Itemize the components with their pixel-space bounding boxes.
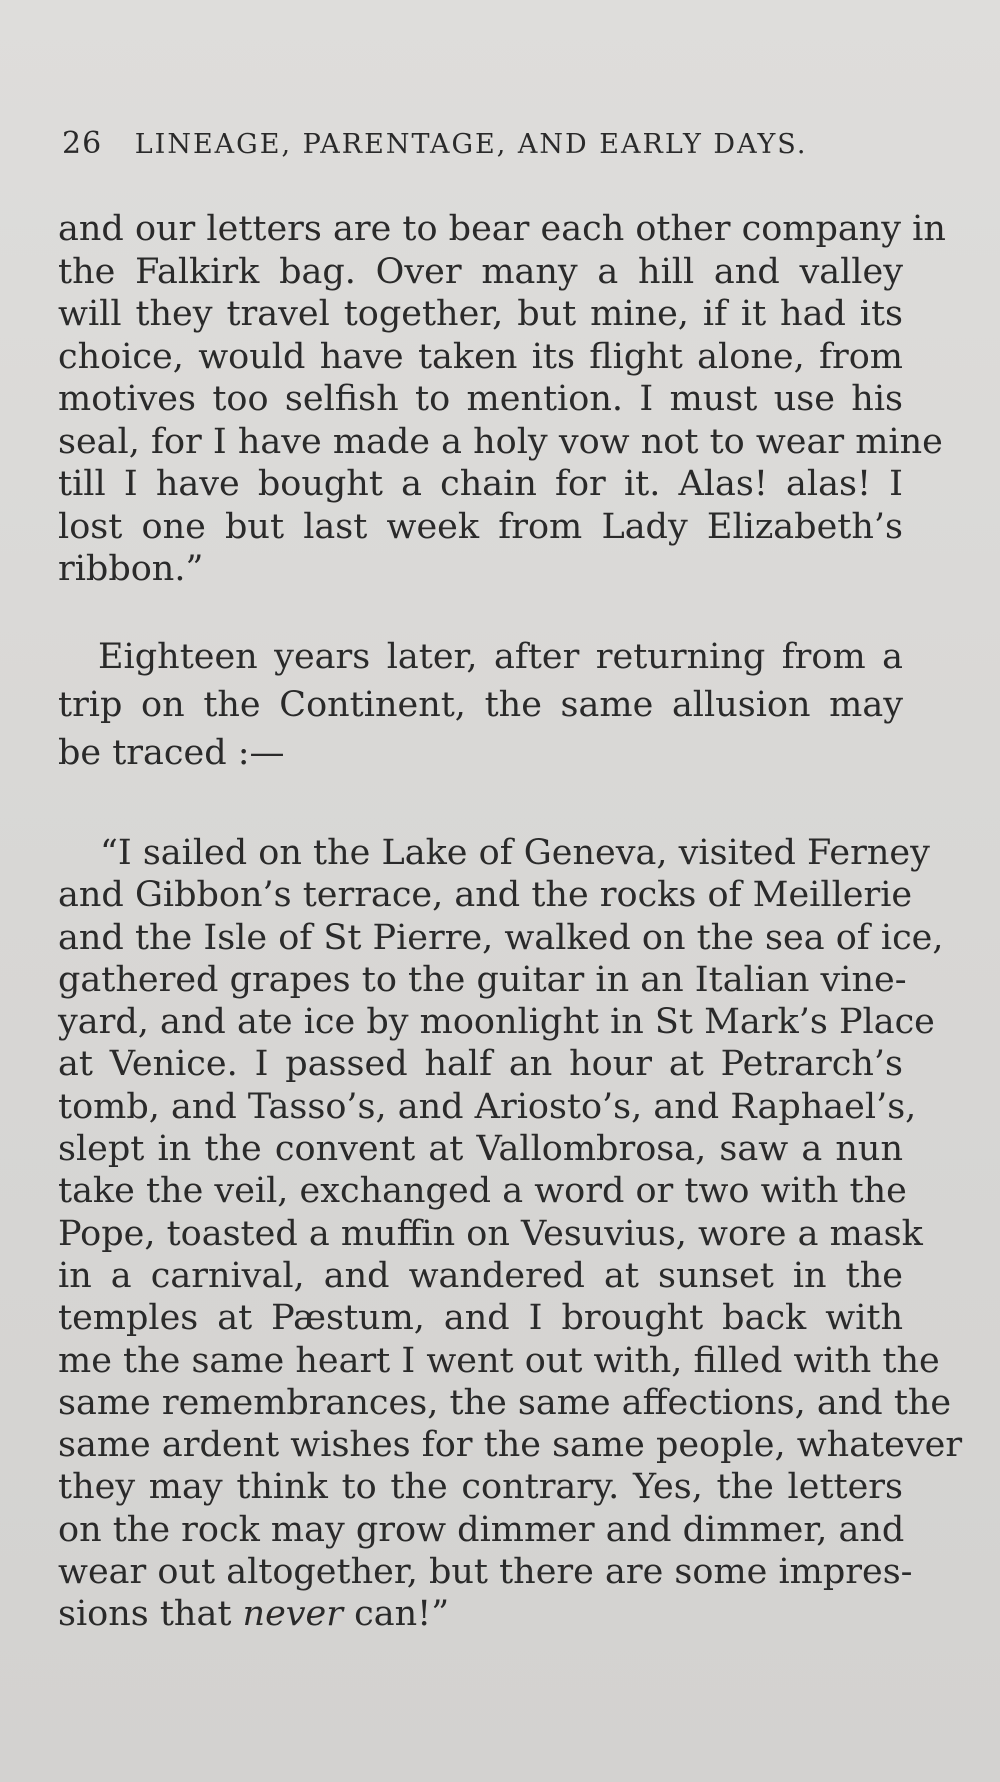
text-line: trip on the Continent, the same allusion may xyxy=(58,685,903,725)
text-line: “I sailed on the Lake of Geneva, visited Ferney xyxy=(100,833,930,873)
text-line: temples at Pæstum, and I brought back with xyxy=(58,1298,903,1339)
text-line: and Gibbon’s terrace, and the rocks of Meillerie xyxy=(58,875,913,916)
text-line: same ardent wishes for the same people, whatever xyxy=(58,1425,963,1466)
text-line: Pope, toasted a muffin on Vesuvius, wore a mask xyxy=(58,1213,923,1254)
text-line: till I have bought a chain for it. Alas! alas! I xyxy=(58,464,903,504)
text-line: in a carnival, and wandered at sunset in the xyxy=(58,1255,903,1296)
running-title: LINEAGE, PARENTAGE, AND EARLY DAYS. xyxy=(134,129,808,160)
paragraph-quoted-letter xyxy=(58,832,963,1636)
paragraph-eighteen-years-later xyxy=(58,633,903,777)
text-line: take the veil, exchanged a word or two with the xyxy=(58,1171,907,1212)
text-line: slept in the convent at Vallombrosa, saw a nun xyxy=(58,1129,903,1170)
text-line: lost one but last week from Lady Elizabeth’s xyxy=(58,506,903,547)
text-line: and the Isle of St Pierre, walked on the sea of ice, xyxy=(58,917,944,958)
text-line: me the same heart I went out with, filled with the xyxy=(58,1340,940,1381)
running-header xyxy=(62,126,807,161)
text-line-final xyxy=(58,1593,903,1635)
text-line: be traced :— xyxy=(58,733,285,773)
final-line-end: can!” xyxy=(343,1594,450,1635)
text-line: they may think to the contrary. Yes, the letters xyxy=(58,1467,903,1508)
text-line: and our letters are to bear each other company in xyxy=(58,209,946,249)
final-line-start: sions that xyxy=(58,1594,243,1635)
text-line: motives too selfish to mention. I must use his xyxy=(58,379,903,419)
text-line: the Falkirk bag. Over many a hill and valley xyxy=(58,251,903,292)
text-line: tomb, and Tasso’s, and Ariosto’s, and Raphael’s, xyxy=(58,1086,917,1127)
italic-emphasis: never xyxy=(242,1594,344,1635)
text-line: will they travel together, but mine, if it had its xyxy=(58,294,903,334)
text-line: yard, and ate ice by moonlight in St Mark’s Place xyxy=(58,1002,935,1043)
text-line: choice, would have taken its flight alone, from xyxy=(58,336,903,377)
text-line: seal, for I have made a holy vow not to wear mine xyxy=(58,421,943,462)
paragraph-letter-continuation xyxy=(58,208,946,591)
text-line: same remembrances, the same affections, and the xyxy=(58,1382,952,1423)
text-line: gathered grapes to the guitar in an Italian vine- xyxy=(58,959,907,1000)
text-line: Eighteen years later, after returning from a xyxy=(98,637,903,677)
text-line: ribbon.” xyxy=(58,549,204,589)
text-line: wear out altogether, but there are some impres- xyxy=(58,1552,913,1593)
page-number: 26 xyxy=(62,126,103,161)
text-line: at Venice. I passed half an hour at Petrarch’s xyxy=(58,1044,903,1085)
text-line: on the rock may grow dimmer and dimmer, and xyxy=(58,1509,905,1550)
